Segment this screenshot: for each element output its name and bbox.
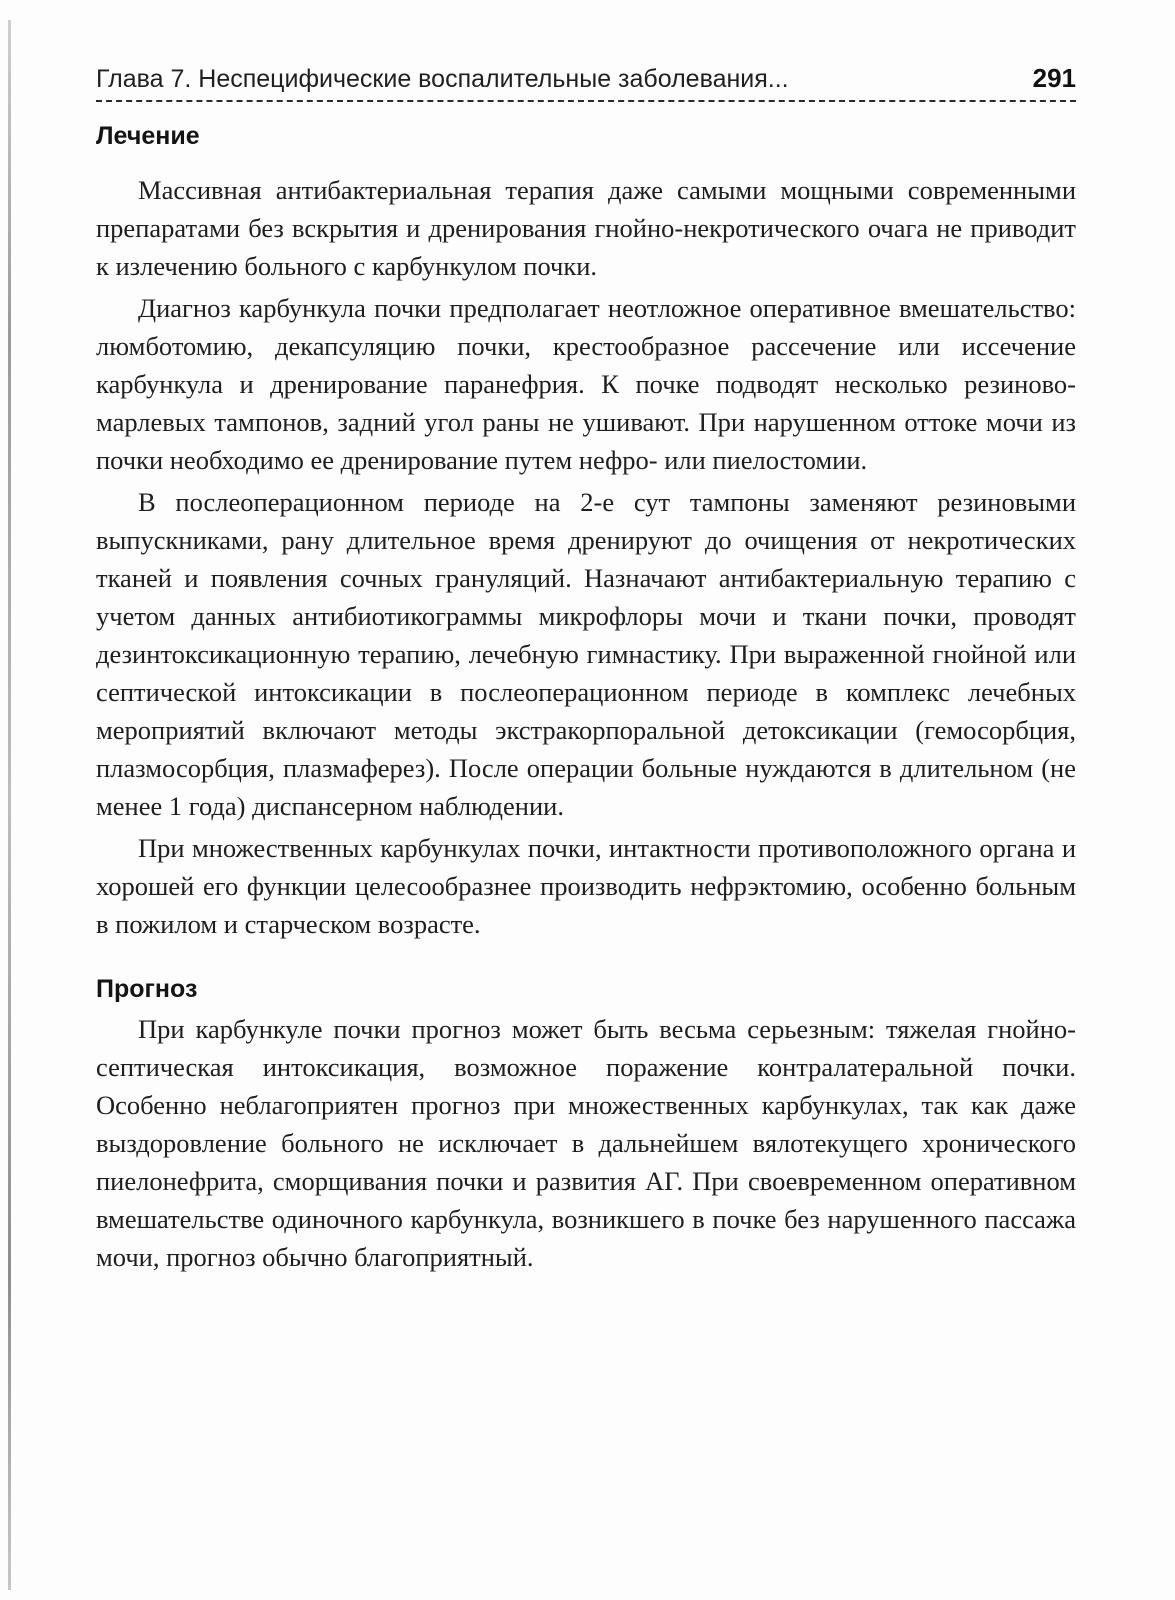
running-head [96,62,1076,102]
chapter-title: Глава 7. Неспецифические воспалительные заболевания... [96,65,789,93]
paragraph: В послеоперационном периоде на 2-е сут тампоны заменяют резиновыми выпускниками, рану длительное время дренируют до очищения от некротических тканей и появления сочных грануляций. Назначают антибактериальную терапию с учетом данных антибиотикограммы микрофлоры мочи и ткани почки, проводят дезинтоксикационную терапию, лечебную гимнастику. При выраженной гнойной или септической интоксикации в послеоперационном периоде в комплекс лечебных мероприятий включают методы экстракорпоральной детоксикации (гемосорбция, плазмосорбция, плазмаферез). После операции больные нуждаются в длительном (не менее 1 года) диспансерном наблюдении. [96,487,1076,821]
paragraph: Диагноз карбункула почки предполагает неотложное оперативное вмешательство: люмботомию, декапсуляцию почки, крестообразное рассечение или иссечение карбункула и дренирование паранефрия. К почке подводят несколько резиново-марлевых тампонов, задний угол раны не ушивают. При нарушенном оттоке мочи из почки необходимо ее дренирование путем нефро- или пиелостомии. [96,293,1076,475]
page-number: 291 [1032,63,1076,93]
paragraph: Массивная антибактериальная терапия даже самыми мощными современными препаратами без вскрытия и дренирования гнойно-некротического очага не приводит к излечению больного с карбункулом почки. [96,175,1076,281]
paragraph: При карбункуле почки прогноз может быть весьма серьезным: тяжелая гнойно-септическая интоксикация, возможное поражение контралатеральной почки. Особенно неблагоприятен прогноз при множественных карбункулах, так как даже выздоровление больного не исключает в дальнейшем вялотекущего хронического пиелонефрита, сморщивания почки и развития АГ. При своевременном оперативном вмешательстве одиночного карбункула, возникшего в почке без нарушенного пассажа мочи, прогноз обычно благоприятный. [96,1014,1076,1272]
section-heading-prognosis: Прогноз [96,975,198,1003]
section-heading-treatment: Лечение [96,122,200,150]
paragraph: При множественных карбункулах почки, интактности противоположного органа и хорошей его функции целесообразнее производить нефрэктомию, особенно больным в пожилом и старческом возрасте. [96,833,1076,939]
page-content [96,122,1076,1280]
scan-edge [8,20,11,1590]
